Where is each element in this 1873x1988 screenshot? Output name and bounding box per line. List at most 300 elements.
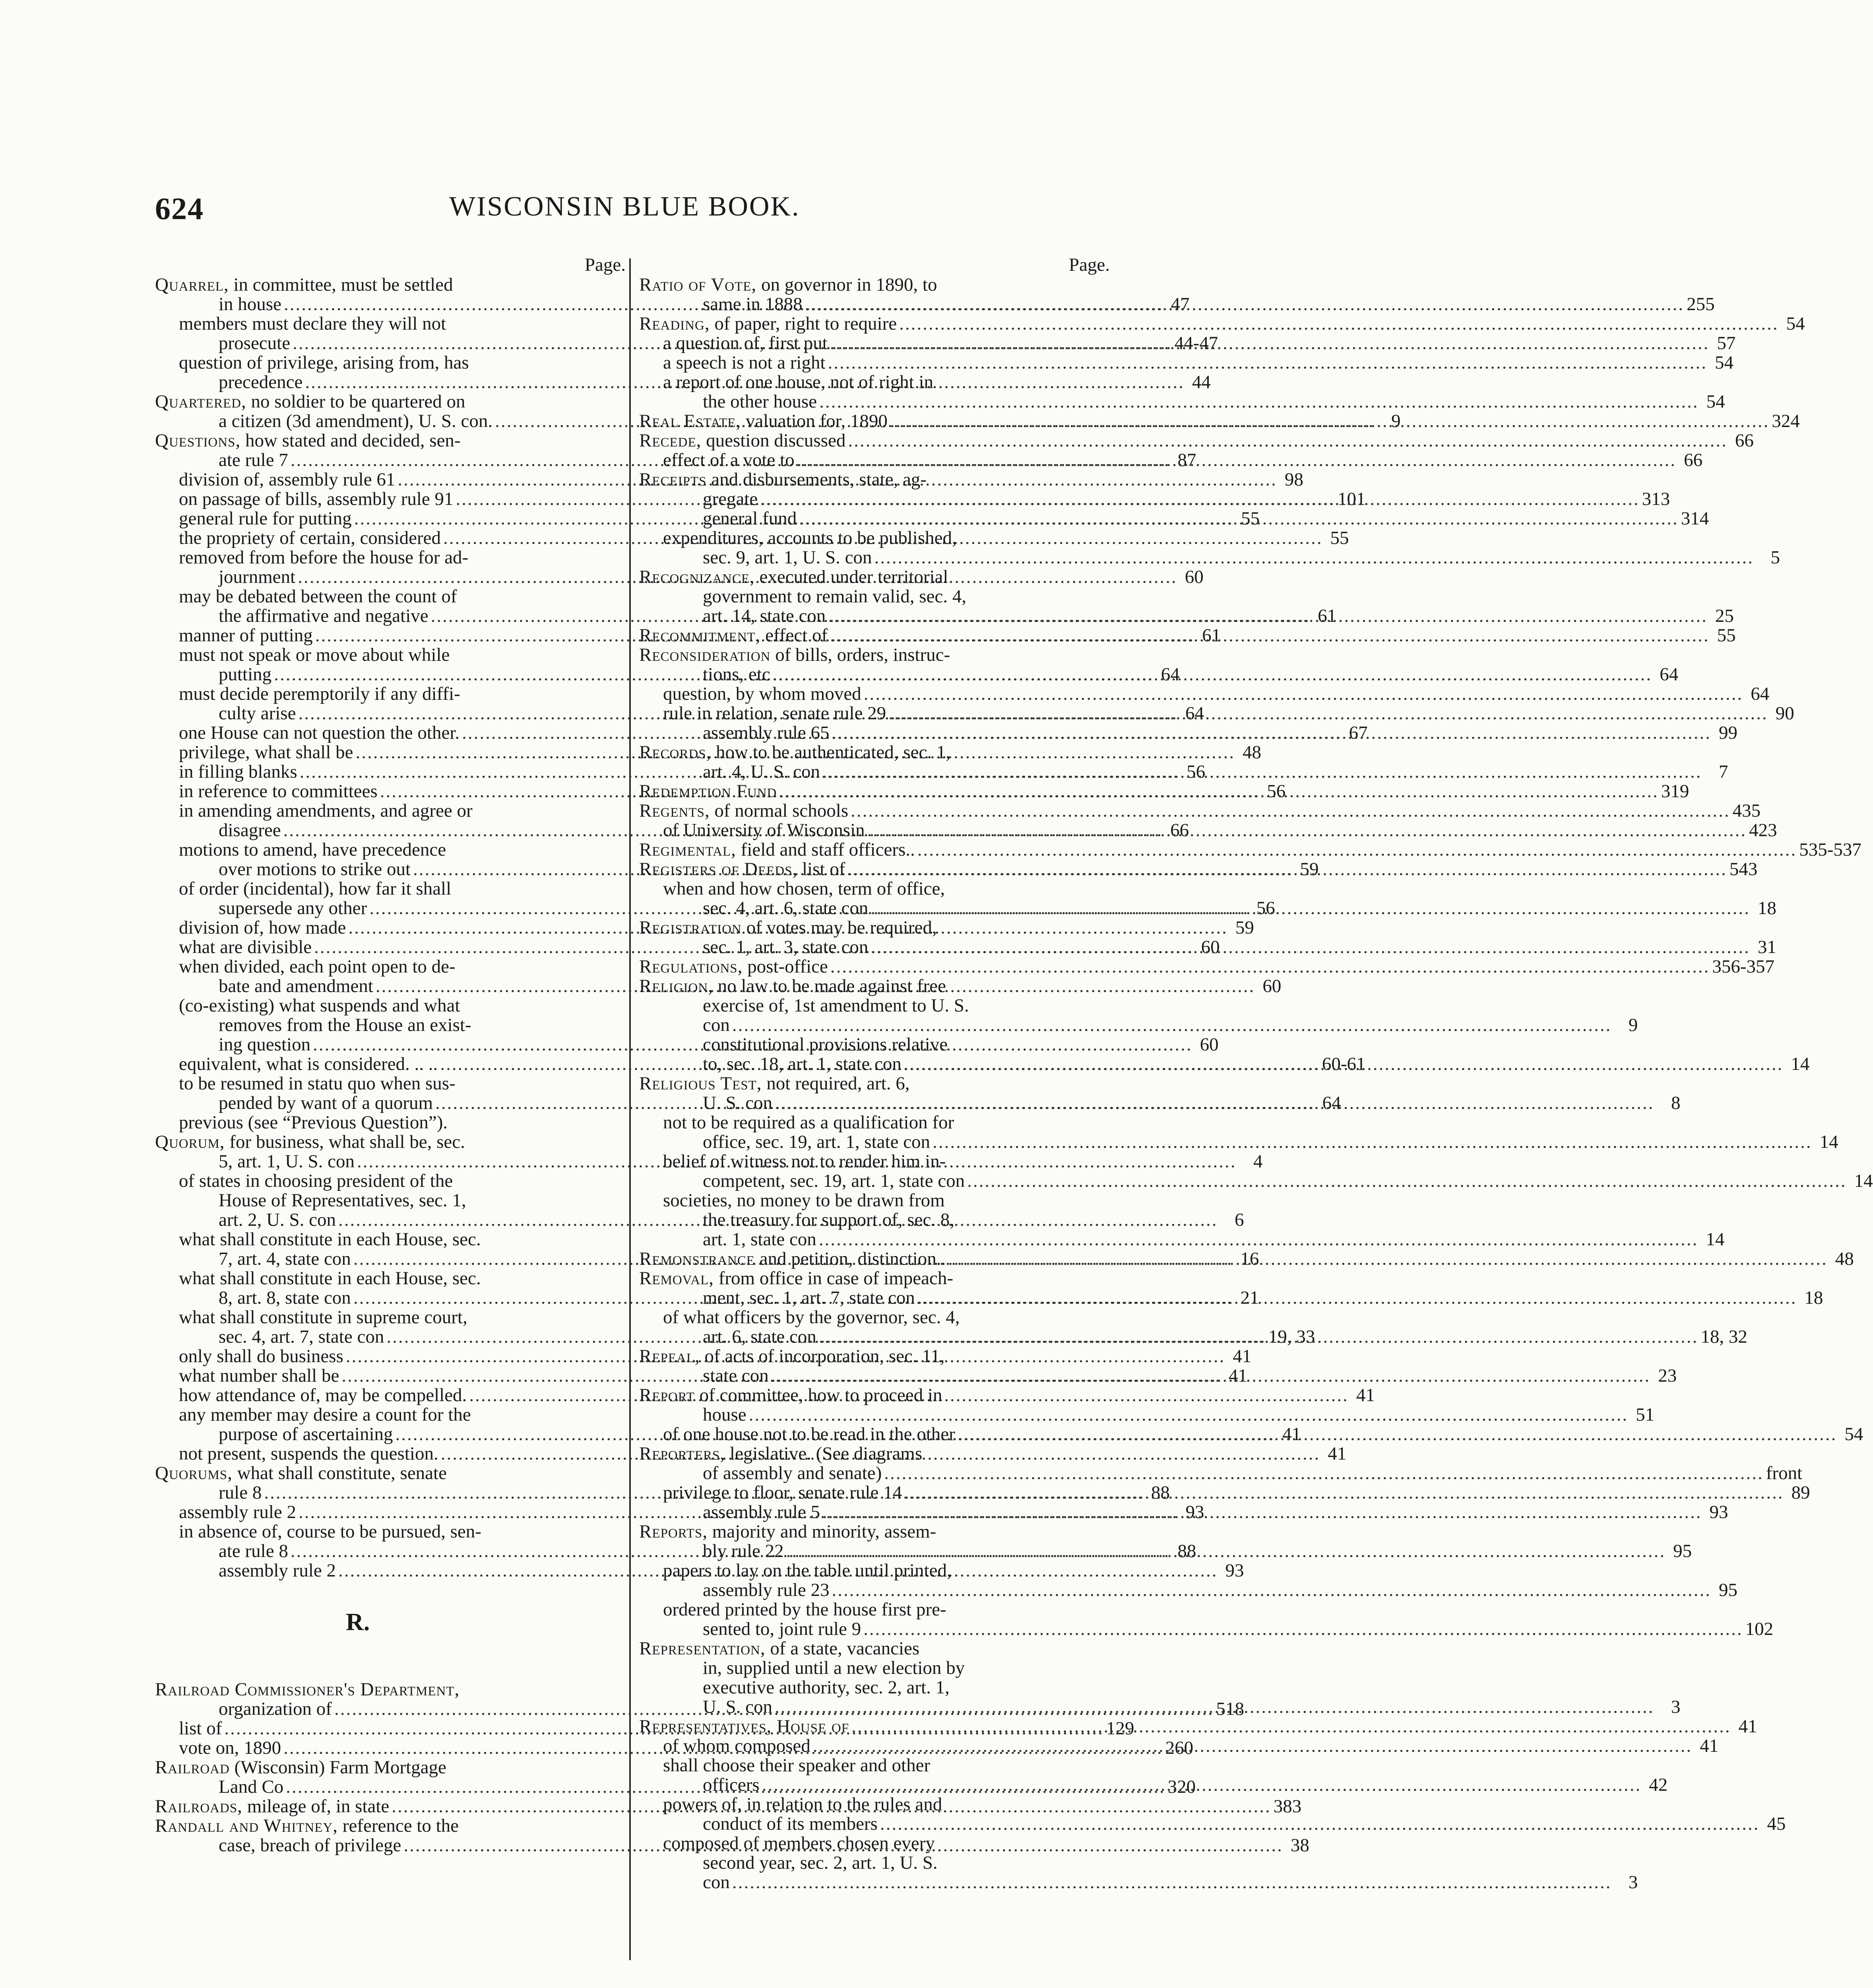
entry-text: of what officers by the governor, sec. 4,	[663, 1307, 960, 1328]
page-ref: 14	[1854, 1171, 1873, 1191]
page-ref: 9	[1628, 1015, 1638, 1035]
entry-text	[155, 1680, 460, 1699]
index-line	[639, 373, 1111, 392]
page-ref: 23	[1658, 1365, 1677, 1386]
entry-text: effect of a vote to	[663, 450, 795, 470]
index-line	[639, 996, 1111, 1015]
entry-text: U. S. con	[703, 1697, 772, 1717]
page-ref: 47	[1171, 294, 1190, 315]
index-line	[639, 1191, 1111, 1210]
entry-text: art. 6, state con	[703, 1326, 816, 1347]
entry-text: organization of	[219, 1699, 332, 1719]
entry-text: Representation, of a state, vacancies	[639, 1638, 920, 1659]
page-ref: 66	[1170, 820, 1189, 841]
entry-text: must not speak or move about while	[179, 645, 450, 665]
entry-text: Quorum, for business, what shall be, sec.	[155, 1132, 465, 1152]
leader-dots	[830, 957, 1710, 977]
leader-dots	[822, 762, 1702, 782]
page-ref: 41	[1328, 1443, 1347, 1464]
page-ref: 90	[1775, 703, 1794, 724]
entry-text: putting	[219, 664, 272, 685]
index-line	[155, 1171, 627, 1191]
entry-text: may be debated between the count of	[179, 586, 457, 607]
index-line	[639, 411, 1800, 431]
entry-text: house	[703, 1404, 746, 1425]
entry-text	[639, 1717, 849, 1736]
entry-text: art. 2, U. S. con	[219, 1209, 336, 1230]
entry-text: division of, assembly rule 61	[179, 469, 396, 490]
index-line	[155, 1015, 627, 1035]
entry-text: sec. 4, art. 7, state con	[219, 1326, 384, 1347]
entry-text: removed from before the house for ad-	[179, 547, 469, 568]
index-line	[639, 1853, 1111, 1873]
entry-text: ate rule 7	[219, 450, 288, 470]
page-ref: 14	[1706, 1229, 1725, 1250]
entry-text: to be resumed in statu quo when sus-	[179, 1073, 456, 1094]
page-ref: 25	[1715, 606, 1734, 626]
leader-dots	[813, 1736, 1693, 1756]
page-ref: 54	[1844, 1424, 1863, 1444]
entry-text: Questions, how stated and decided, sen-	[155, 430, 461, 451]
entry-text: what number shall be	[179, 1365, 339, 1386]
leader-dots	[874, 548, 1754, 567]
entry-text: (co-existing) what suspends and what	[179, 995, 460, 1016]
entry-text: gregate	[703, 489, 758, 509]
entry-text: one House can not question the other.	[179, 722, 460, 743]
entry-text: assembly rule 65	[703, 722, 830, 743]
index-line	[639, 1210, 1111, 1230]
page-ref: 314	[1681, 508, 1709, 529]
page-ref: 60	[1262, 976, 1282, 996]
entry-text: House of Representatives, sec. 1,	[219, 1190, 466, 1211]
entry-text: Religious Test, not required, art. 6,	[639, 1073, 910, 1094]
leader-dots	[819, 1327, 1698, 1347]
index-line	[639, 1678, 1111, 1697]
entry-text: ordered printed by the house first pre-	[663, 1599, 946, 1620]
entry-keyword: Representatives, House of	[639, 1716, 849, 1737]
entry-text: bate and amendment	[219, 976, 373, 996]
leader-dots	[732, 1873, 1612, 1892]
entry-keyword: Railroads,	[155, 1796, 242, 1817]
page-ref: 61	[1202, 625, 1221, 646]
leader-dots	[847, 860, 1727, 879]
page-ref: 4	[1253, 1151, 1263, 1172]
entry-text: Railroads, mileage of, in state	[155, 1796, 390, 1817]
leader-dots	[832, 1580, 1712, 1600]
leader-dots	[828, 606, 1708, 626]
index-line	[155, 1308, 627, 1327]
entry-text: bly rule 22	[703, 1541, 784, 1561]
leader-dots	[917, 1288, 1797, 1308]
entry-text: division of, how made	[179, 917, 346, 938]
page-ref: 41	[1282, 1424, 1301, 1444]
entry-text: of University of Wisconsin	[663, 820, 865, 841]
entry-text: executive authority, sec. 2, art. 1,	[703, 1677, 950, 1698]
leader-dots	[732, 1015, 1612, 1035]
page-ref: 260	[1165, 1738, 1194, 1758]
entry-text: precedence	[219, 372, 303, 392]
entry-keyword: Redemption Fund	[639, 781, 777, 802]
leader-dots	[828, 353, 1708, 373]
page-ref: 41	[1228, 1365, 1247, 1386]
entry-keyword: Reports,	[639, 1521, 708, 1542]
entry-keyword: Reporters,	[639, 1443, 725, 1464]
entry-text: of whom composed	[663, 1736, 810, 1756]
entry-text: in house	[219, 294, 281, 315]
page-ref: 59	[1235, 917, 1254, 938]
entry-text: Quarrel, in committee, must be settled	[155, 274, 453, 295]
page-ref: 6	[1235, 1209, 1244, 1230]
index-line	[639, 1522, 1111, 1541]
index-line	[639, 1463, 1803, 1483]
page-ref: 45	[1767, 1813, 1786, 1834]
index-line	[155, 314, 627, 334]
entry-text: Report of committee, how to proceed in	[639, 1385, 942, 1406]
entry-keyword: Religious Test,	[639, 1073, 762, 1094]
entry-text: sec. 1, art. 3, state con	[703, 937, 869, 957]
index-line	[639, 800, 1761, 821]
entry-text: Recede, question discussed	[639, 430, 846, 451]
index-line	[639, 1229, 1725, 1250]
entry-text: 5, art. 1, U. S. con	[219, 1151, 355, 1172]
entry-text: same in 1888	[703, 294, 803, 315]
index-line	[155, 548, 627, 567]
index-line	[639, 956, 1775, 977]
entry-keyword: Registration	[639, 917, 742, 938]
entry-text: motions to amend, have precedence	[179, 839, 446, 860]
entry-text: over motions to strike out	[219, 859, 411, 879]
entry-text: rule in relation, senate rule 29	[663, 703, 886, 724]
index-line	[639, 1658, 1111, 1678]
page-ref: 18	[1804, 1287, 1823, 1308]
page-ref: 18	[1757, 898, 1776, 918]
entry-text: supersede any other	[219, 898, 367, 918]
index-line	[639, 1580, 1737, 1600]
entry-text: Remonstrance and petition, distinction..	[639, 1248, 946, 1269]
entry-text: Reporters, legislative. (See diagrams	[639, 1443, 923, 1464]
index-line	[639, 977, 1111, 996]
entry-text: sec. 9, art. 1, U. S. con	[703, 547, 872, 568]
page-ref: 61	[1318, 606, 1337, 626]
index-line	[639, 313, 1805, 334]
page-ref: 102	[1745, 1619, 1774, 1639]
entry-text: in, supplied until a new election by	[703, 1658, 965, 1678]
entry-text: competent, sec. 19, art. 1, state con	[703, 1171, 965, 1191]
entry-text: on passage of bills, assembly rule 91	[179, 489, 454, 509]
leader-dots	[762, 1775, 1642, 1795]
entry-text: Quorums, what shall constitute, senate	[155, 1463, 447, 1483]
page-ref: 60	[1185, 567, 1204, 587]
entry-text: not present, suspends the question.	[179, 1443, 438, 1464]
page-ref: 42	[1649, 1774, 1668, 1795]
index-line	[639, 1015, 1638, 1035]
page-ref: 88	[1151, 1482, 1170, 1503]
index-line	[639, 1269, 1111, 1288]
leader-dots	[958, 1425, 1837, 1444]
entry-text: general rule for putting	[179, 508, 352, 529]
index-line	[155, 996, 627, 1015]
entry-text: conduct of its members	[703, 1813, 878, 1834]
entry-text: when and how chosen, term of office,	[663, 878, 945, 899]
entry-keyword: Recognizance,	[639, 567, 755, 587]
page-ref: 59	[1300, 859, 1319, 879]
entry-text: papers to lay on the table until printed,	[663, 1560, 952, 1581]
entry-text: culty arise	[219, 703, 296, 724]
entry-text: tions, etc	[703, 664, 770, 685]
index-line	[155, 879, 627, 899]
entry-keyword: Randall and Whitney,	[155, 1815, 338, 1836]
page-ref: 313	[1642, 489, 1670, 509]
index-line	[639, 528, 1111, 548]
leader-dots	[773, 665, 1652, 684]
leader-dots	[797, 450, 1677, 470]
page-number: 624	[155, 191, 204, 226]
entry-text: list of	[179, 1718, 222, 1739]
entry-text: exercise of, 1st amendment to U. S.	[703, 995, 969, 1016]
page-ref: 60	[1200, 1034, 1219, 1055]
page-ref: 66	[1735, 430, 1754, 451]
page-ref: 98	[1284, 469, 1303, 490]
entry-text: in amending amendments, and agree or	[179, 800, 473, 821]
index-line	[155, 1191, 627, 1210]
index-line	[639, 918, 1111, 938]
entry-text: expenditures, accounts to be published,	[663, 528, 957, 548]
index-line	[639, 1074, 1111, 1093]
entry-text: Reports, majority and minority, assem-	[639, 1521, 936, 1542]
index-line	[155, 1464, 627, 1483]
entry-text: Real Estate, valuation for, 1890	[639, 411, 888, 431]
page-ref: 95	[1673, 1541, 1692, 1561]
page-ref: 319	[1661, 781, 1689, 802]
entry-keyword: Records,	[639, 742, 712, 763]
page-ref: front	[1766, 1463, 1803, 1483]
page-ref: 8	[1671, 1093, 1681, 1113]
leader-dots	[880, 1814, 1760, 1834]
running-header	[155, 191, 1105, 235]
page-ref: 56	[1267, 781, 1286, 802]
entry-text: a report of one house, not of right in	[663, 372, 934, 392]
index-line	[155, 431, 627, 450]
page-ref: 14	[1819, 1132, 1838, 1152]
entry-text: when divided, each point open to de-	[179, 956, 456, 977]
leader-dots	[805, 295, 1685, 314]
entry-text: assembly rule 2	[179, 1502, 296, 1522]
page-ref: 41	[1233, 1346, 1252, 1367]
page-ref: 57	[1717, 333, 1736, 353]
entry-text: Recognizance, executed under territorial	[639, 567, 948, 587]
entry-text: journment	[219, 567, 296, 587]
leader-dots	[851, 1717, 1731, 1739]
index-line	[155, 1816, 627, 1836]
leader-dots	[799, 509, 1679, 528]
entry-text: Regimental, field and staff officers..	[639, 839, 915, 860]
index-line	[639, 1639, 1111, 1658]
index-line	[639, 275, 1111, 295]
page-ref: 55	[1330, 528, 1349, 548]
entry-text: Regents, of normal schools	[639, 800, 849, 821]
leader-dots	[888, 704, 1768, 723]
entry-text: second year, sec. 2, art. 1, U. S.	[703, 1852, 938, 1873]
entry-text: Records, how to be authenticated, sec. 1,	[639, 742, 950, 763]
entry-text: of states in choosing president of the	[179, 1171, 453, 1191]
entry-text: privilege, what shall be	[179, 742, 353, 763]
index-line	[155, 587, 627, 606]
entry-text: not to be required as a qualification for	[663, 1112, 954, 1133]
entry-keyword: Questions,	[155, 430, 241, 451]
page-ref: 55	[1717, 625, 1736, 646]
entry-text: Ratio of Vote, on governor in 1890, to	[639, 274, 937, 295]
index-line	[639, 1386, 1111, 1405]
page-ref: 383	[1273, 1796, 1302, 1817]
index-line	[639, 664, 1679, 685]
leader-dots	[830, 334, 1710, 353]
page-ref: 3	[1628, 1872, 1638, 1893]
page-ref: 93	[1225, 1560, 1244, 1581]
entry-text: ment, sec. 1, art. 7, state con	[703, 1287, 915, 1308]
entry-text: shall choose their speaker and other	[663, 1755, 931, 1776]
page-ref: 56	[1187, 761, 1206, 782]
page-ref: 48	[1835, 1248, 1854, 1269]
index-line	[155, 1269, 627, 1288]
page-ref: 518	[1216, 1699, 1244, 1719]
leader-dots	[832, 723, 1712, 743]
entry-text: of order (incidental), how far it shall	[179, 878, 452, 899]
entry-text: what shall constitute in each House, sec.	[179, 1268, 481, 1289]
entry-keyword: Regimental,	[639, 839, 736, 860]
page-ref: 535-537	[1799, 839, 1861, 860]
page-ref: 54	[1706, 391, 1725, 412]
leader-dots	[967, 1171, 1847, 1191]
entry-text: Repeal, of acts of incorporation, sec. 11,	[639, 1346, 945, 1367]
entry-keyword: Quorums,	[155, 1463, 233, 1483]
entry-text: the treasury for support of, sec. 8,	[703, 1209, 955, 1230]
entry-text: assembly rule 23	[703, 1580, 830, 1600]
page-ref: 66	[1684, 450, 1703, 470]
leader-dots	[867, 821, 1747, 840]
page-ref: 3	[1671, 1697, 1681, 1717]
index-line	[639, 547, 1780, 568]
entry-text: question of privilege, arising from, has	[179, 352, 469, 373]
leader-dots	[775, 1093, 1654, 1113]
leader-dots	[771, 1366, 1651, 1386]
page-ref: 99	[1719, 722, 1737, 743]
running-title: WISCONSIN BLUE BOOK.	[449, 191, 800, 222]
entry-text: case, breach of privilege	[219, 1835, 401, 1856]
entry-keyword: Receipts	[639, 469, 707, 490]
entry-keyword: Report	[639, 1385, 695, 1406]
page-ref: 44-47	[1174, 333, 1218, 353]
entry-text: powers of, in relation to the rules and	[663, 1794, 942, 1815]
page-ref: 5	[1770, 547, 1780, 568]
entry-text: a question of, first put	[663, 333, 828, 353]
page-ref: 95	[1719, 1580, 1737, 1600]
entry-keyword: Religion,	[639, 976, 713, 996]
leader-dots	[904, 1483, 1784, 1503]
entry-keyword: Regulations,	[639, 956, 743, 977]
page-ref: 64	[1322, 1093, 1341, 1113]
entry-keyword: Removal,	[639, 1268, 714, 1289]
index-line	[639, 1872, 1638, 1893]
leader-dots	[848, 431, 1728, 450]
page-column-label: Page.	[584, 254, 626, 275]
page-ref: 48	[1243, 742, 1262, 763]
index-line	[155, 1405, 627, 1425]
leader-dots	[904, 1054, 1784, 1074]
entry-text: prosecute	[219, 333, 291, 353]
entry-text: officers	[703, 1774, 760, 1795]
entry-text: of assembly and senate)	[703, 1463, 882, 1483]
page-ref: 60-61	[1322, 1054, 1366, 1074]
page-ref: 67	[1349, 722, 1368, 743]
index-line	[639, 1152, 1111, 1171]
leader-dots	[871, 899, 1750, 918]
entry-text: assembly rule 5	[703, 1502, 820, 1522]
page-ref: 41	[1356, 1385, 1375, 1406]
page-ref: 64	[1751, 683, 1770, 704]
entry-keyword: Quartered,	[155, 391, 246, 412]
entry-text: constitutional provisions relative	[703, 1034, 948, 1055]
entry-text: Registers of Deeds, list of	[639, 859, 845, 879]
column-divider	[629, 258, 631, 1960]
entry-keyword: Ratio of Vote,	[639, 274, 757, 295]
index-line	[639, 879, 1111, 899]
entry-text: Religion, no law to be made against free	[639, 976, 946, 996]
entry-text: pended by want of a quorum	[219, 1093, 433, 1113]
index-line	[639, 1347, 1111, 1366]
entry-text: rule 8	[219, 1482, 262, 1503]
entry-text: must decide peremptorily if any diffi-	[179, 683, 460, 704]
index-line	[639, 430, 1754, 451]
entry-text: Quartered, no soldier to be quartered on	[155, 391, 465, 412]
entry-text: disagree	[219, 820, 281, 841]
entry-keyword: Representation,	[639, 1638, 766, 1659]
entry-text: Reading, of paper, right to require	[639, 313, 897, 334]
entry-text: assembly rule 2	[219, 1560, 336, 1581]
entry-text: societies, no money to be drawn from	[663, 1190, 945, 1211]
page-ref: 60	[1201, 937, 1220, 957]
entry-keyword: Railroad	[155, 1757, 230, 1778]
entry-keyword: Reading,	[639, 313, 710, 334]
entry-text: in reference to committees	[179, 781, 378, 802]
entry-text: Land Co	[219, 1776, 284, 1797]
entry-text: vote on, 1890	[179, 1738, 281, 1758]
entry-keyword: Quorum,	[155, 1132, 225, 1152]
entry-keyword: Repeal,	[639, 1346, 700, 1367]
index-line	[155, 1074, 627, 1093]
leader-dots	[917, 840, 1797, 860]
entry-text: Randall and Whitney, reference to the	[155, 1815, 459, 1836]
entry-text: what are divisible	[179, 937, 312, 957]
page-ref: 21	[1240, 1287, 1259, 1308]
index-line	[155, 1680, 627, 1699]
page-ref: 324	[1772, 411, 1800, 431]
entry-text: Recommitment, effect of	[639, 625, 828, 646]
index-line	[639, 645, 1111, 665]
index-line	[639, 1619, 1774, 1639]
entry-text: U. S. con	[703, 1093, 772, 1113]
leader-dots	[775, 1697, 1654, 1717]
page-ref: 320	[1167, 1776, 1196, 1797]
entry-text: art. 1, state con	[703, 1229, 816, 1250]
page-ref: 51	[1636, 1404, 1655, 1425]
page-ref: 88	[1177, 1541, 1196, 1561]
page-ref: 18, 32	[1700, 1326, 1747, 1347]
index-line	[639, 470, 1111, 489]
entry-text: general fund	[703, 508, 797, 529]
page-ref: 255	[1687, 294, 1715, 315]
index-line	[639, 1444, 1111, 1464]
index-line	[639, 1834, 1111, 1853]
